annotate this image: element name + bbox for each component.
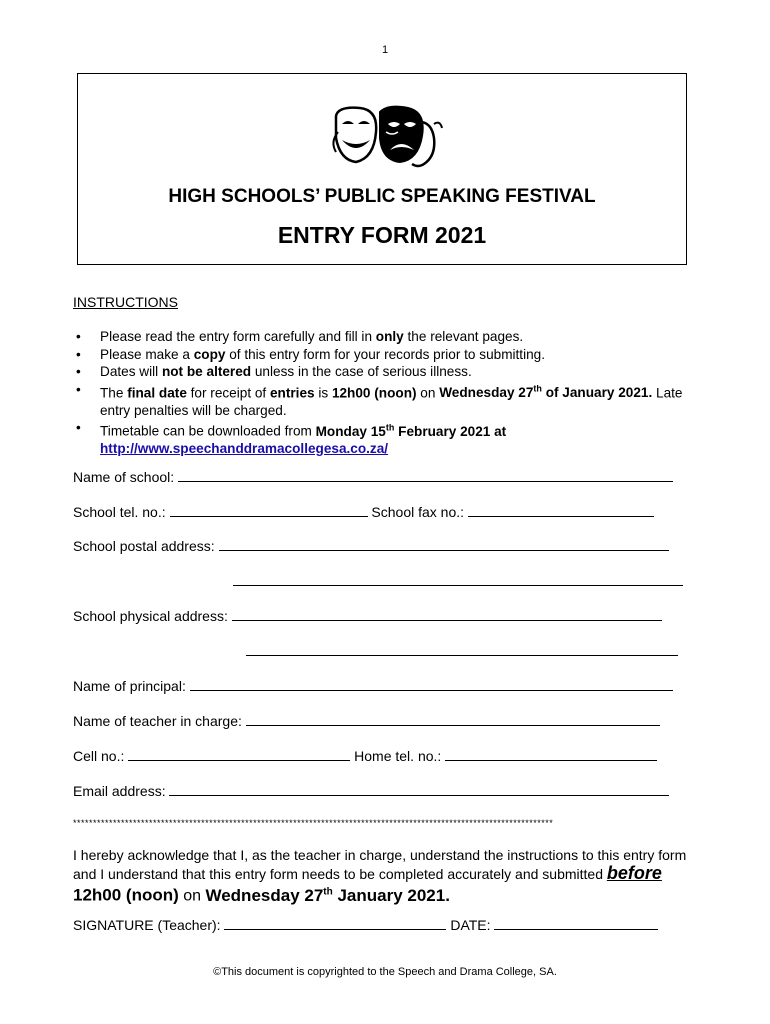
instructions-heading: INSTRUCTIONS: [73, 294, 178, 310]
list-item: • Please read the entry form carefully and fill in only the relevant pages.: [73, 328, 698, 346]
school-name-field[interactable]: Name of school:: [73, 469, 673, 485]
separator: ************************************************************************************************************************: [73, 818, 554, 828]
instructions-list: [73, 328, 698, 458]
form-title: ENTRY FORM 2021: [277, 222, 487, 248]
list-item: • Timetable can be downloaded from Monday 15th February 2021 at http://www.speechanddramacollegesa.co.za/: [73, 419, 698, 458]
school-tel-field[interactable]: School tel. no.: School fax no.:: [73, 504, 654, 520]
teacher-field[interactable]: Name of teacher in charge:: [73, 713, 660, 729]
page-number: 1: [381, 44, 389, 56]
copyright-footer: ©This document is copyrighted to the Speech and Drama College, SA.: [213, 966, 557, 978]
theatre-masks-icon: [328, 102, 448, 172]
postal-address-line-2[interactable]: [233, 573, 683, 589]
acknowledgement: I hereby acknowledge that I, as the teacher in charge, understand the instructions to this entry form and I understand that this entry form needs to be completed accurately and submitted before 12h00 (noon) on Wednesday 27th January 2021.: [73, 847, 687, 905]
physical-address-line-2[interactable]: [246, 643, 678, 659]
email-field[interactable]: Email address:: [73, 783, 669, 799]
header-box: [77, 73, 687, 265]
list-item: • The final date for receipt of entries is 12h00 (noon) on Wednesday 27th of January 2021. Late entry penalties will be charged.: [73, 381, 698, 420]
postal-address-field[interactable]: School postal address:: [73, 538, 669, 554]
list-item: • Dates will not be altered unless in the case of serious illness.: [73, 363, 698, 381]
list-item: • Please make a copy of this entry form for your records prior to submitting.: [73, 346, 698, 364]
timetable-link[interactable]: http://www.speechanddramacollegesa.co.za/: [100, 441, 389, 457]
principal-field[interactable]: Name of principal:: [73, 678, 673, 694]
cell-field[interactable]: Cell no.: Home tel. no.:: [73, 748, 657, 764]
festival-title: HIGH SCHOOLS’ PUBLIC SPEAKING FESTIVAL: [168, 186, 596, 207]
signature-field[interactable]: SIGNATURE (Teacher): DATE:: [73, 917, 658, 933]
physical-address-field[interactable]: School physical address:: [73, 608, 662, 624]
